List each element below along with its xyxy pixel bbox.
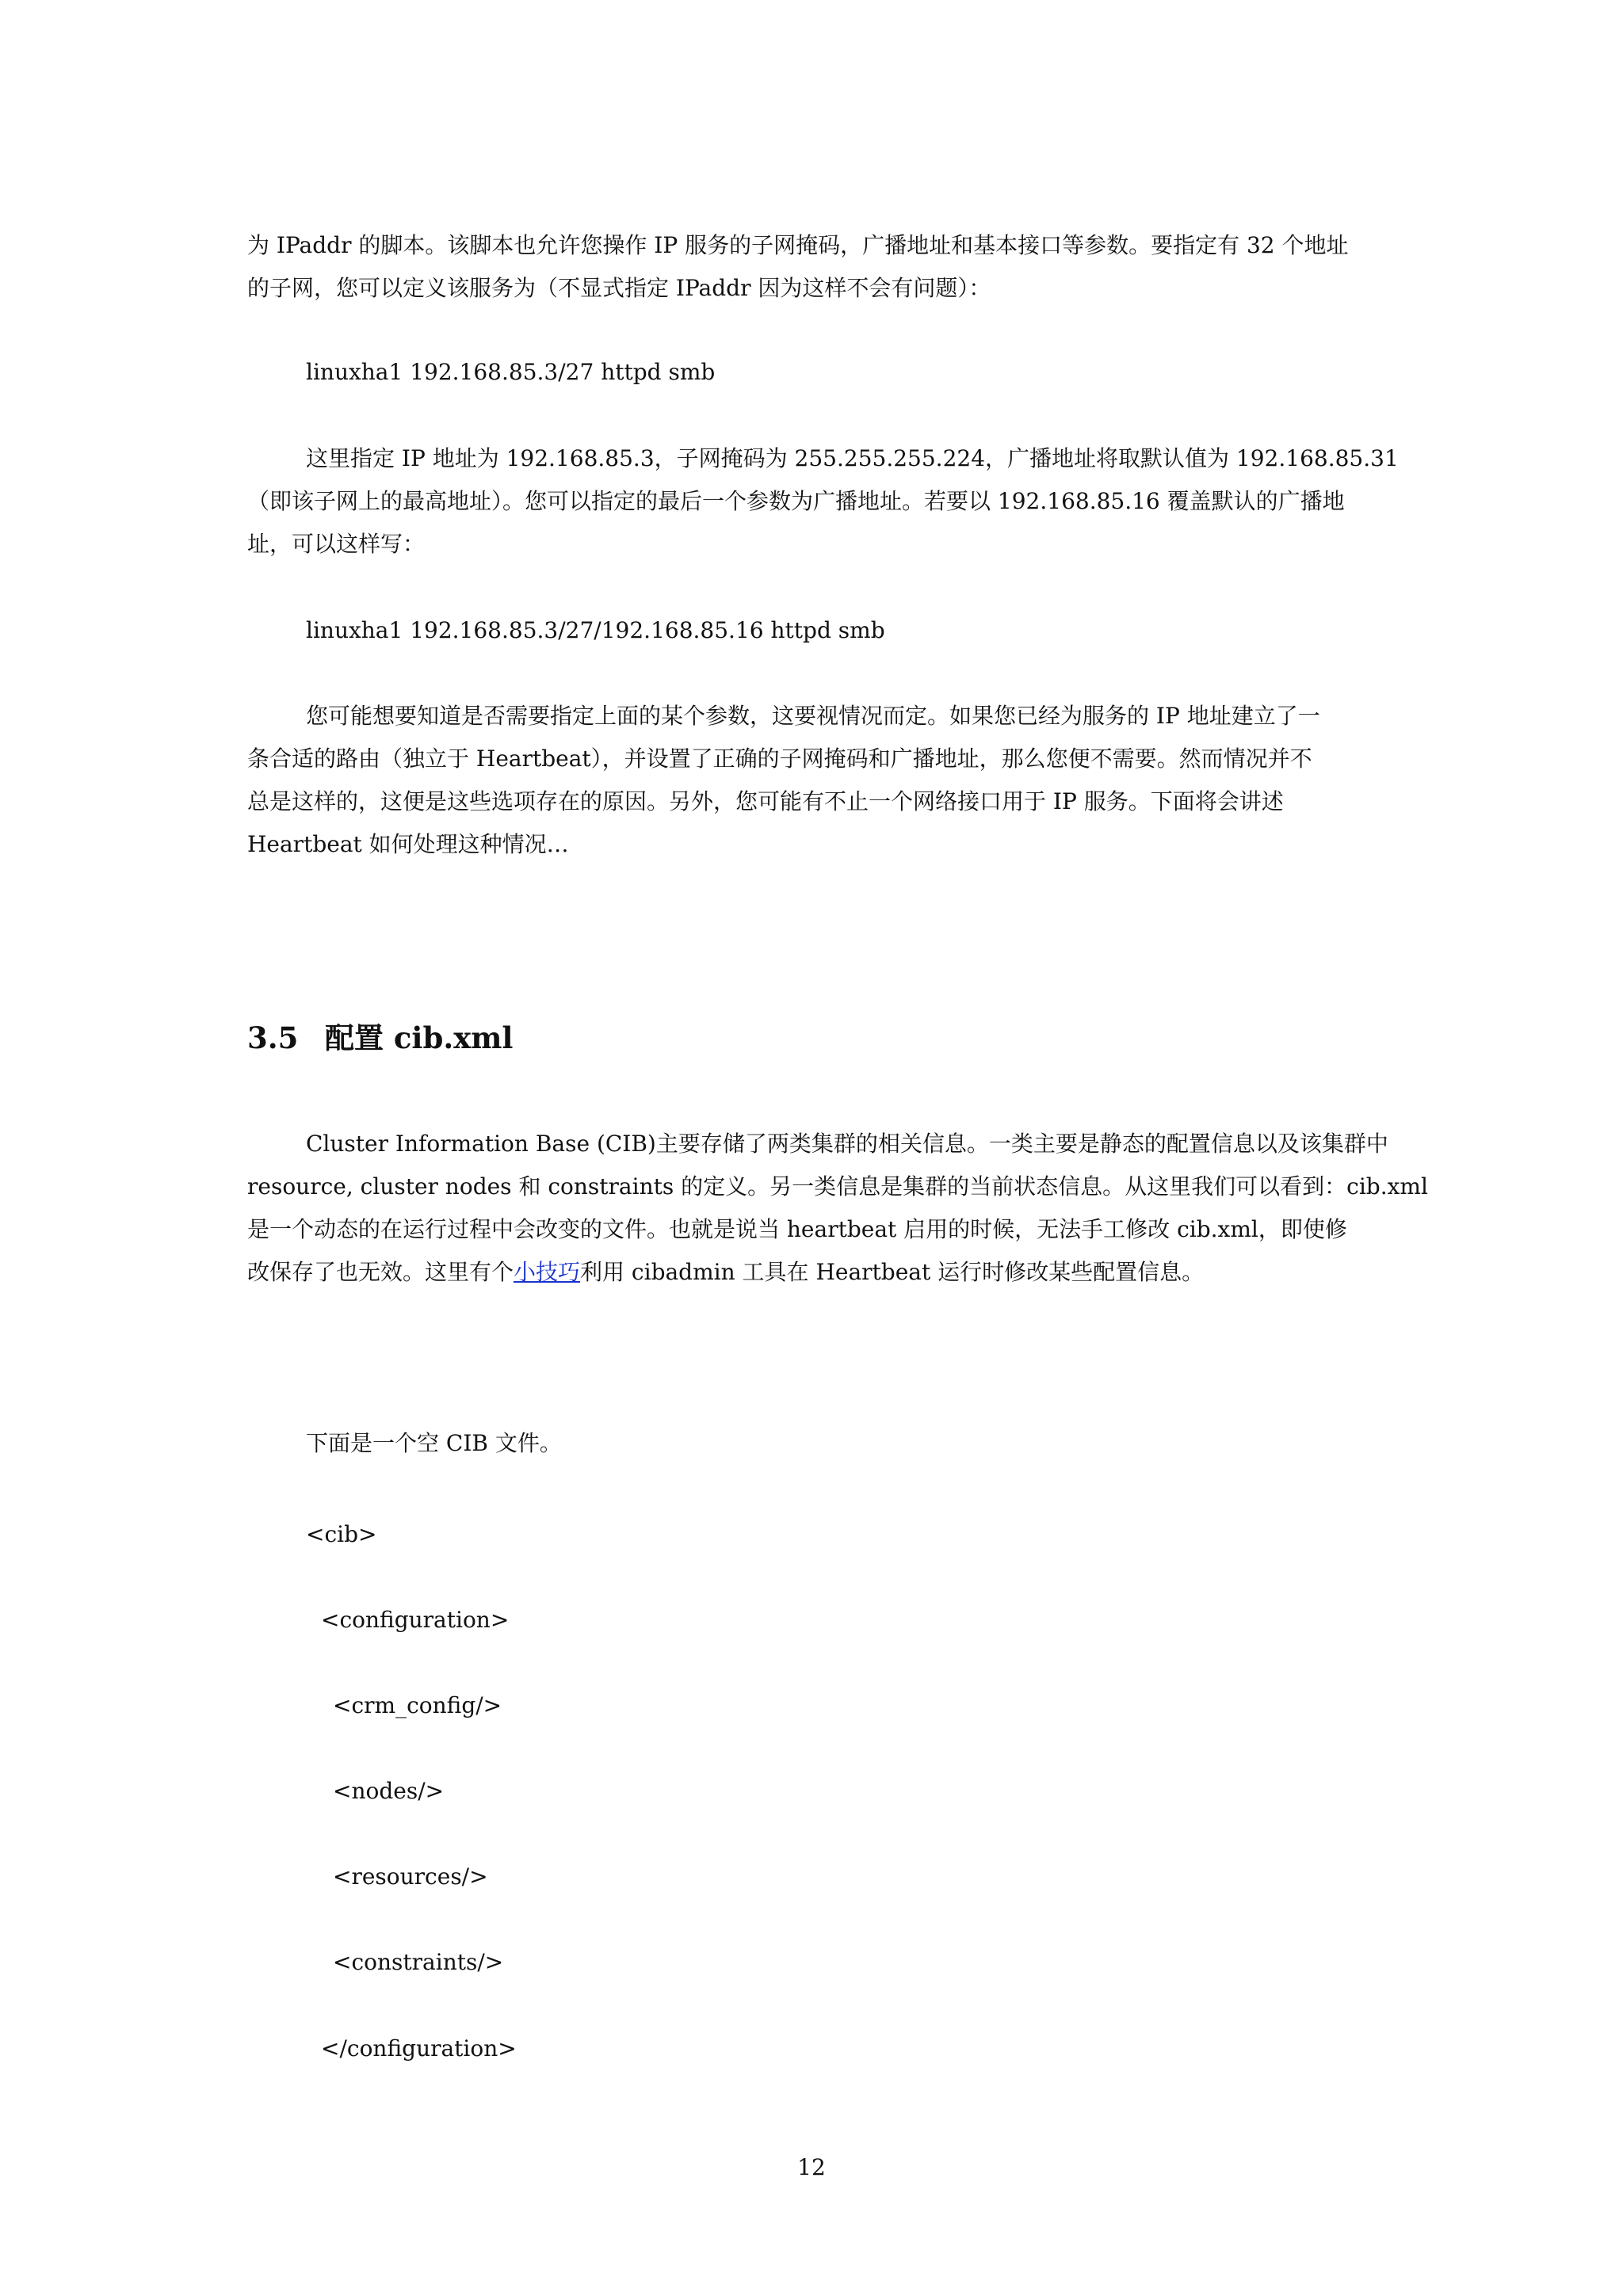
paragraph-line: （即该子网上的最高地址）。您可以指定的最后一个参数为广播地址。若要以 192.168.85.16 覆盖默认的广播地: [247, 488, 1345, 514]
paragraph-line: 为 IPaddr 的脚本。该脚本也允许您操作 IP 服务的子网掩码，广播地址和基本接口等参数。要指定有 32 个地址: [247, 232, 1349, 258]
paragraph-line: 址，可以这样写：: [247, 531, 426, 557]
paragraph-line: 您可能想要知道是否需要指定上面的某个参数，这要视情况而定。如果您已经为服务的 IP 地址建立了一: [306, 703, 1320, 729]
xml-constraints: <constraints/>: [333, 1949, 504, 1975]
empty-cib-intro: 下面是一个空 CIB 文件。: [306, 1430, 562, 1456]
xml-configuration-open: <configuration>: [321, 1607, 510, 1633]
xml-cib-open: <cib>: [306, 1521, 377, 1547]
paragraph-intro: [247, 224, 1388, 310]
paragraph-line: 是一个动态的在运行过程中会改变的文件。也就是说当 heartbeat 启用的时候，无法手工修改 cib.xml，即使修: [247, 1216, 1347, 1242]
page-number: 12: [797, 2154, 826, 2180]
xml-resources: <resources/>: [333, 1863, 488, 1890]
link-prefix-text: 改保存了也无效。这里有个: [247, 1259, 514, 1285]
paragraph-line: resource, cluster nodes 和 constraints 的定义。另一类信息是集群的当前状态信息。从这里我们可以看到：cib.xml: [247, 1173, 1428, 1199]
tips-link[interactable]: 小技巧: [514, 1259, 581, 1285]
link-suffix-text: 利用 cibadmin 工具在 Heartbeat 运行时修改某些配置信息。: [580, 1259, 1205, 1285]
paragraph-line: 的子网，您可以定义该服务为（不显式指定 IPaddr 因为这样不会有问题）：: [247, 275, 991, 301]
section-number: 3.5: [247, 1020, 299, 1055]
paragraph-line: Heartbeat 如何处理这种情况…: [247, 831, 569, 857]
paragraph-need: [247, 695, 1388, 866]
paragraph-line: 总是这样的，这便是这些选项存在的原因。另外，您可能有不止一个网络接口用于 IP 服务。下面将会讲述: [247, 788, 1284, 814]
paragraph-line: 这里指定 IP 地址为 192.168.85.3，子网掩码为 255.255.255.224，广播地址将取默认值为 192.168.85.31: [306, 445, 1399, 471]
paragraph-line-with-link: [247, 1251, 1388, 1294]
xml-configuration-close: </configuration>: [321, 2035, 517, 2061]
code-example-1: linuxha1 192.168.85.3/27 httpd smb: [306, 359, 716, 385]
paragraph-cib: [247, 1123, 1428, 1294]
section-heading: [247, 1014, 513, 1062]
xml-crm-config: <crm_config/>: [333, 1692, 502, 1718]
code-example-2: linuxha1 192.168.85.3/27/192.168.85.16 httpd smb: [306, 617, 885, 643]
xml-nodes: <nodes/>: [333, 1778, 445, 1804]
paragraph-explain: [247, 437, 1399, 566]
paragraph-line: Cluster Information Base (CIB)主要存储了两类集群的相关信息。一类主要是静态的配置信息以及该集群中: [306, 1131, 1388, 1157]
paragraph-line: 条合适的路由（独立于 Heartbeat），并设置了正确的子网掩码和广播地址，那么您便不需要。然而情况并不: [247, 746, 1312, 772]
section-title: 配置 cib.xml: [325, 1020, 514, 1055]
